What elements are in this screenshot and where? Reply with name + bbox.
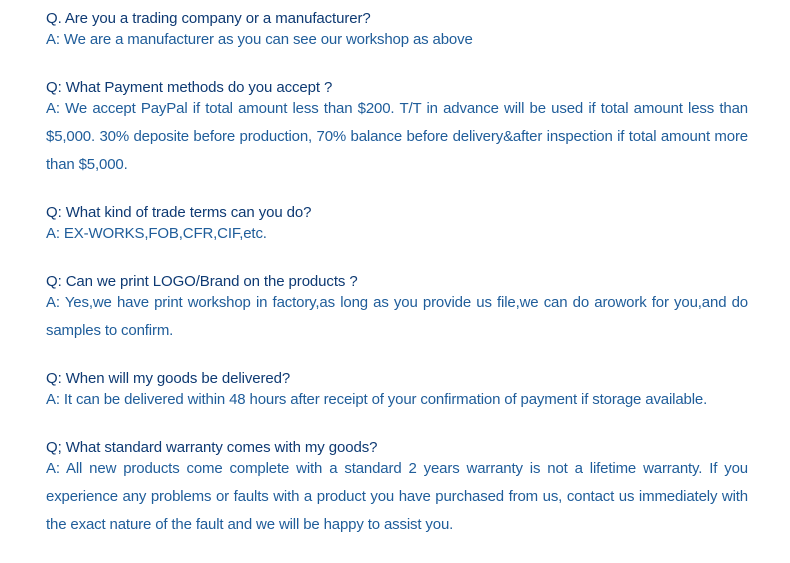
faq-question: Q: What kind of trade terms can you do? [46, 204, 312, 221]
faq-answer: A: It can be delivered within 48 hours after receipt of your confirmation of payment if storage available. [46, 391, 708, 408]
faq-item-print-logo [46, 272, 748, 348]
faq-answer: A: We are a manufacturer as you can see our workshop as above [46, 31, 473, 48]
faq-question: Q: Can we print LOGO/Brand on the products ? [46, 273, 358, 290]
faq-item-trading-or-manufacturer [46, 9, 748, 57]
faq-item-trade-terms [46, 203, 748, 251]
faq-item-payment-methods [46, 78, 748, 182]
faq-answer: A: All new products come complete with a standard 2 years warranty is not a lifetime warranty. If you experience any problems or faults with a product you have purchased from us, contact us immediately with the exact nature of the fault and we will be happy to assist you. [46, 460, 748, 533]
faq-question: Q; What standard warranty comes with my goods? [46, 439, 378, 456]
faq-question: Q: What Payment methods do you accept ? [46, 79, 333, 96]
faq-answer: A: We accept PayPal if total amount less than $200. T/T in advance will be used if total amount less than $5,000. 30% deposite before production, 70% balance before delivery&after inspection if total amount more than $5,000. [46, 100, 748, 173]
faq-answer: A: EX-WORKS,FOB,CFR,CIF,etc. [46, 225, 267, 242]
faq-question: Q. Are you a trading company or a manufacturer? [46, 10, 371, 27]
faq-item-delivery [46, 369, 748, 417]
faq-item-warranty [46, 438, 748, 542]
faq-answer: A: Yes,we have print workshop in factory,as long as you provide us file,we can do arowork for you,and do samples to confirm. [46, 294, 748, 339]
faq-question: Q: When will my goods be delivered? [46, 370, 291, 387]
